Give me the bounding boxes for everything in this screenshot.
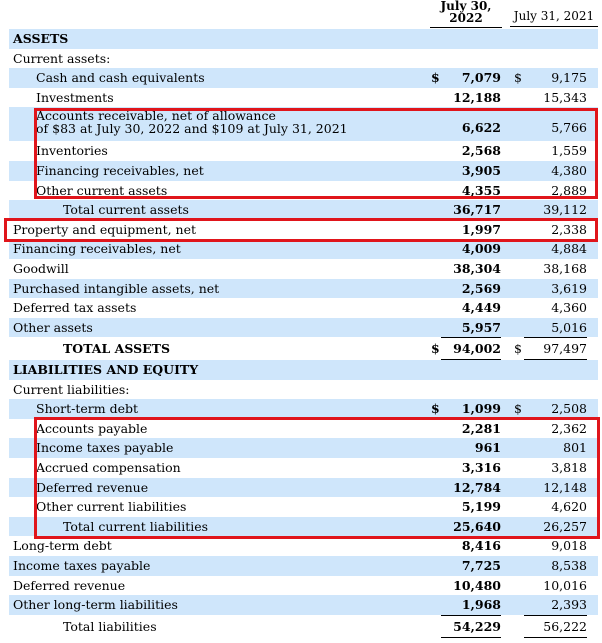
value-2022: 7,725	[461, 558, 501, 573]
value-2021: 3,818	[551, 460, 587, 475]
value-2022: 961	[474, 440, 501, 456]
column-header-2022-line1: July 30,	[440, 0, 492, 13]
row-label: Current liabilities:	[13, 381, 130, 397]
value-2021: 39,112	[543, 202, 587, 218]
value-2022: 38,304	[453, 261, 501, 276]
table-row	[9, 339, 598, 359]
value-2021: 38,168	[543, 261, 587, 276]
row-label: Other current assets	[36, 182, 168, 198]
table-row	[9, 259, 598, 279]
value-2021: 9,175	[551, 70, 587, 86]
row-label-line1: Accounts receivable, net of allowance	[36, 108, 276, 124]
value-2021: 801	[563, 440, 587, 456]
section-heading-assets: ASSETS	[13, 31, 69, 46]
row-label: Accrued compensation	[36, 460, 181, 475]
value-2021: 15,343	[543, 89, 587, 105]
highlight-box-property	[4, 218, 598, 242]
value-2021: 4,884	[551, 241, 587, 257]
currency-symbol: $	[431, 341, 440, 356]
table-row	[9, 399, 598, 419]
row-label: Financing receivables, net	[36, 163, 204, 178]
table-row	[9, 29, 598, 49]
highlight-box-current-liabilities	[34, 417, 600, 539]
row-label: Deferred revenue	[13, 577, 126, 593]
currency-symbol: $	[514, 341, 522, 356]
value-2022: 1,997	[461, 221, 501, 237]
value-2021: 10,016	[543, 577, 587, 593]
table-row	[9, 298, 598, 318]
value-2021: 9,018	[551, 538, 587, 554]
value-2022: 5,199	[441, 497, 501, 518]
row-label: Total current liabilities	[63, 518, 209, 534]
row-label: Deferred tax assets	[13, 300, 137, 316]
row-label: TOTAL ASSETS	[63, 341, 170, 356]
row-label: Short-term debt	[36, 401, 139, 417]
table-row	[9, 200, 598, 220]
row-label: Goodwill	[13, 261, 69, 276]
row-label-line2: of $83 at July 30, 2022 and $109 at July 31, 2021	[36, 121, 348, 137]
value-2021: 5,766	[551, 120, 587, 136]
column-header-2021: July 31, 2021	[510, 10, 598, 27]
value-2021: 2,889	[524, 181, 587, 202]
value-2022: 2,281	[461, 420, 501, 436]
value-2021: 4,380	[551, 163, 587, 178]
value-2022: 4,355	[441, 181, 501, 202]
row-label: Cash and cash equivalents	[36, 70, 205, 86]
row-label: Other current liabilities	[36, 499, 187, 515]
value-2021: 5,016	[524, 318, 587, 339]
value-2022: 1,099	[461, 401, 501, 417]
value-2022: 3,316	[461, 460, 501, 475]
value-2021: 4,620	[524, 497, 587, 518]
value-2022: 5,957	[441, 318, 501, 339]
row-label: Investments	[36, 89, 114, 105]
row-label: Total current assets	[63, 202, 189, 218]
value-2022: 54,229	[441, 617, 501, 638]
value-2022: 4,449	[461, 300, 501, 316]
value-2021: 26,257	[543, 518, 587, 534]
highlight-box-receivables	[34, 108, 598, 199]
value-2021: 3,619	[551, 280, 587, 296]
table-row	[9, 279, 598, 299]
row-label: Income taxes payable	[13, 558, 151, 573]
value-2022: 94,002	[441, 339, 501, 362]
currency-symbol: $	[514, 401, 522, 417]
table-row	[9, 239, 598, 259]
table-row	[9, 617, 598, 637]
row-label: Financing receivables, net	[13, 241, 181, 257]
value-2021: 1,559	[551, 143, 587, 159]
value-2022: 25,640	[453, 518, 501, 534]
value-2021: 2,508	[551, 401, 587, 417]
table-row	[9, 318, 598, 338]
value-2021: 4,360	[551, 300, 587, 316]
table-row	[9, 556, 598, 576]
currency-symbol: $	[514, 70, 522, 86]
value-2022: 2,568	[461, 143, 501, 159]
row-label: Other assets	[13, 319, 93, 335]
table-row	[9, 536, 598, 556]
value-2021: 56,222	[524, 617, 587, 638]
value-2022: 2,569	[461, 280, 501, 296]
value-2022: 3,905	[461, 163, 501, 178]
row-label: Deferred revenue	[36, 479, 149, 495]
value-2021: 2,362	[551, 420, 587, 436]
value-2021: 8,538	[551, 558, 587, 573]
row-label: Long-term debt	[13, 538, 112, 554]
currency-symbol: $	[431, 401, 440, 417]
value-2022: 8,416	[461, 538, 501, 554]
value-2022: 1,968	[441, 595, 501, 616]
value-2021: 12,148	[543, 479, 587, 495]
value-2022: 12,784	[453, 479, 501, 495]
value-2022: 6,622	[461, 120, 501, 136]
value-2022: 10,480	[453, 577, 501, 593]
value-2022: 7,079	[461, 70, 501, 86]
table-row	[9, 360, 598, 380]
row-label: Accounts payable	[36, 420, 148, 436]
row-label: Income taxes payable	[36, 440, 174, 456]
row-label: Purchased intangible assets, net	[13, 280, 220, 296]
table-row	[9, 380, 598, 400]
row-label: Current assets:	[13, 50, 111, 66]
value-2022: 12,188	[453, 89, 501, 105]
section-heading-liabilities: LIABILITIES AND EQUITY	[13, 362, 199, 377]
column-header-2022	[430, 0, 502, 28]
column-header-2022-line2: 2022	[449, 11, 483, 25]
row-label: Inventories	[36, 143, 108, 159]
row-label: Total liabilities	[63, 619, 157, 634]
row-label: Property and equipment, net	[13, 221, 197, 237]
value-2022: 4,009	[461, 241, 501, 257]
table-row	[9, 88, 598, 108]
row-label: Other long-term liabilities	[13, 597, 178, 613]
currency-symbol: $	[431, 70, 440, 86]
value-2021: 97,497	[524, 339, 587, 362]
table-row	[9, 595, 598, 615]
value-2021: 2,338	[551, 221, 587, 237]
table-row	[9, 49, 598, 69]
value-2022: 36,717	[453, 202, 501, 218]
table-row	[9, 576, 598, 596]
value-2021: 2,393	[524, 595, 587, 616]
table-row	[9, 68, 598, 88]
